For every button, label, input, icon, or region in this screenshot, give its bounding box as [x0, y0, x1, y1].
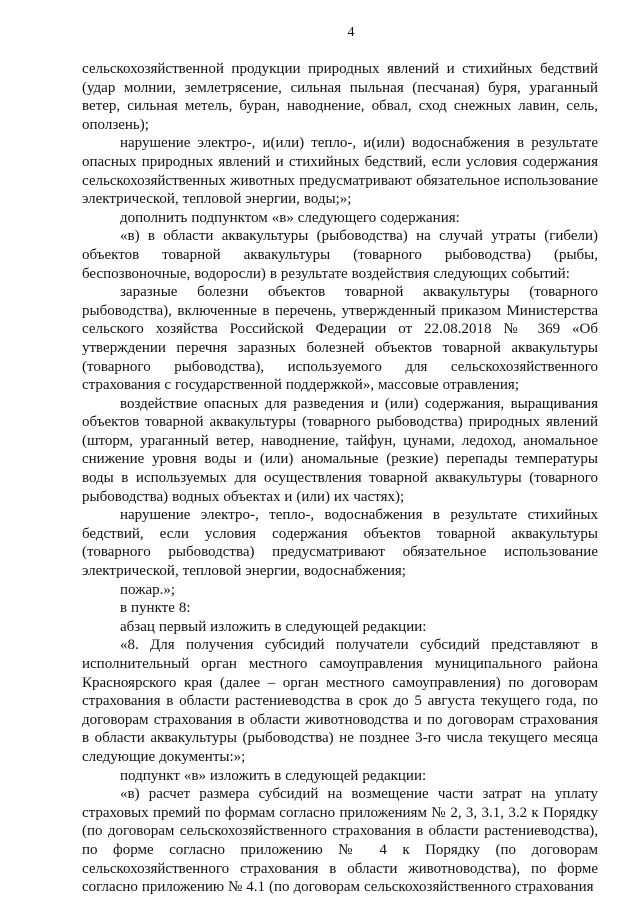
paragraph: в пункте 8: [120, 600, 191, 617]
paragraph: пожар.»; [120, 581, 176, 598]
paragraph: нарушение электро-, тепло-, водоснабжения в результате стихийных бедствий, если условия содержания объектов товарной аквакультуры (товарного рыбоводства) предусматривают обязательное использование электрической, тепловой энергии, водоснабжения; [82, 507, 598, 580]
page-number: 4 [347, 25, 355, 40]
paragraph: «в) в области аквакультуры (рыбоводства) на случай утраты (гибели) объектов товарной аквакультуры (товарного рыбоводства) (рыбы, беспозвоночные, водоросли) в результате воздействия следующих событий: [82, 228, 598, 282]
paragraph: сельскохозяйственной продукции природных явлений и стихийных бедствий (удар молнии, землетрясение, сильная пыльная (песчаная) буря, ураганный ветер, сильная метель, буран, наводнение, обвал, сход снежных лавин, сель, оползень); [82, 61, 598, 133]
paragraph: подпункт «в» изложить в следующей редакции: [120, 767, 427, 784]
paragraph: заразные болезни объектов товарной аквакультуры (товарного рыбоводства), включенные в перечень, утвержденный приказом Министерства сельского хозяйства Российской Федерации от 22.08.2018 № 369 «Об утверждении перечня заразных болезней объектов товарной аквакультуры (товарного рыбоводства), используемого для сельскохозяйственного страхования с государственной поддержкой», массовые отравления; [82, 284, 598, 394]
paragraph: «в) расчет размера субсидий на возмещение части затрат на уплату страховых премий по формам согласно приложениям № 2, 3, 3.1, 3.2 к Порядку (по договорам сельскохозяйственного страхования в области растениеводства), по форме согласно приложению № 4 к Порядку (по договорам сельскохозяйственного страхования в области животноводства), по форме согласно приложению № 4.1 (по договорам сельскохозяйственного страхования [82, 786, 598, 896]
paragraph: абзац первый изложить в следующей редакции: [120, 618, 427, 635]
body-text [82, 60, 598, 897]
paragraph: «8. Для получения субсидий получатели субсидий представляют в исполнительный орган местного самоуправления муниципального района Красноярского края (далее – орган местного самоуправления) по договорам страхования в области растениеводства в срок до 5 августа текущего года, по договорам страхования в области животноводства и по договорам страхования в области аквакультуры (рыбоводства) не позднее 3-го числа текущего месяца следующие документы:»; [82, 637, 598, 765]
paragraph: дополнить подпунктом «в» следующего содержания: [120, 209, 460, 226]
paragraph: нарушение электро-, и(или) тепло-, и(или) водоснабжения в результате опасных природных явлений и стихийных бедствий, если условия содержания сельскохозяйственных животных предусматривают обязательное использование электрической, тепловой энергии, воды;»; [82, 135, 598, 208]
paragraph: воздействие опасных для разведения и (или) содержания, выращивания объектов товарной аквакультуры (товарного рыбоводства) природных явлений (шторм, ураганный ветер, наводнение, тайфун, цунами, ледоход, аномальное снижение уровня воды и (или) аномальные (резкие) перепады температуры воды в используемых для осуществления товарной аквакультуры (товарного рыбоводства) водных объектах и (или) их частях); [82, 395, 598, 505]
